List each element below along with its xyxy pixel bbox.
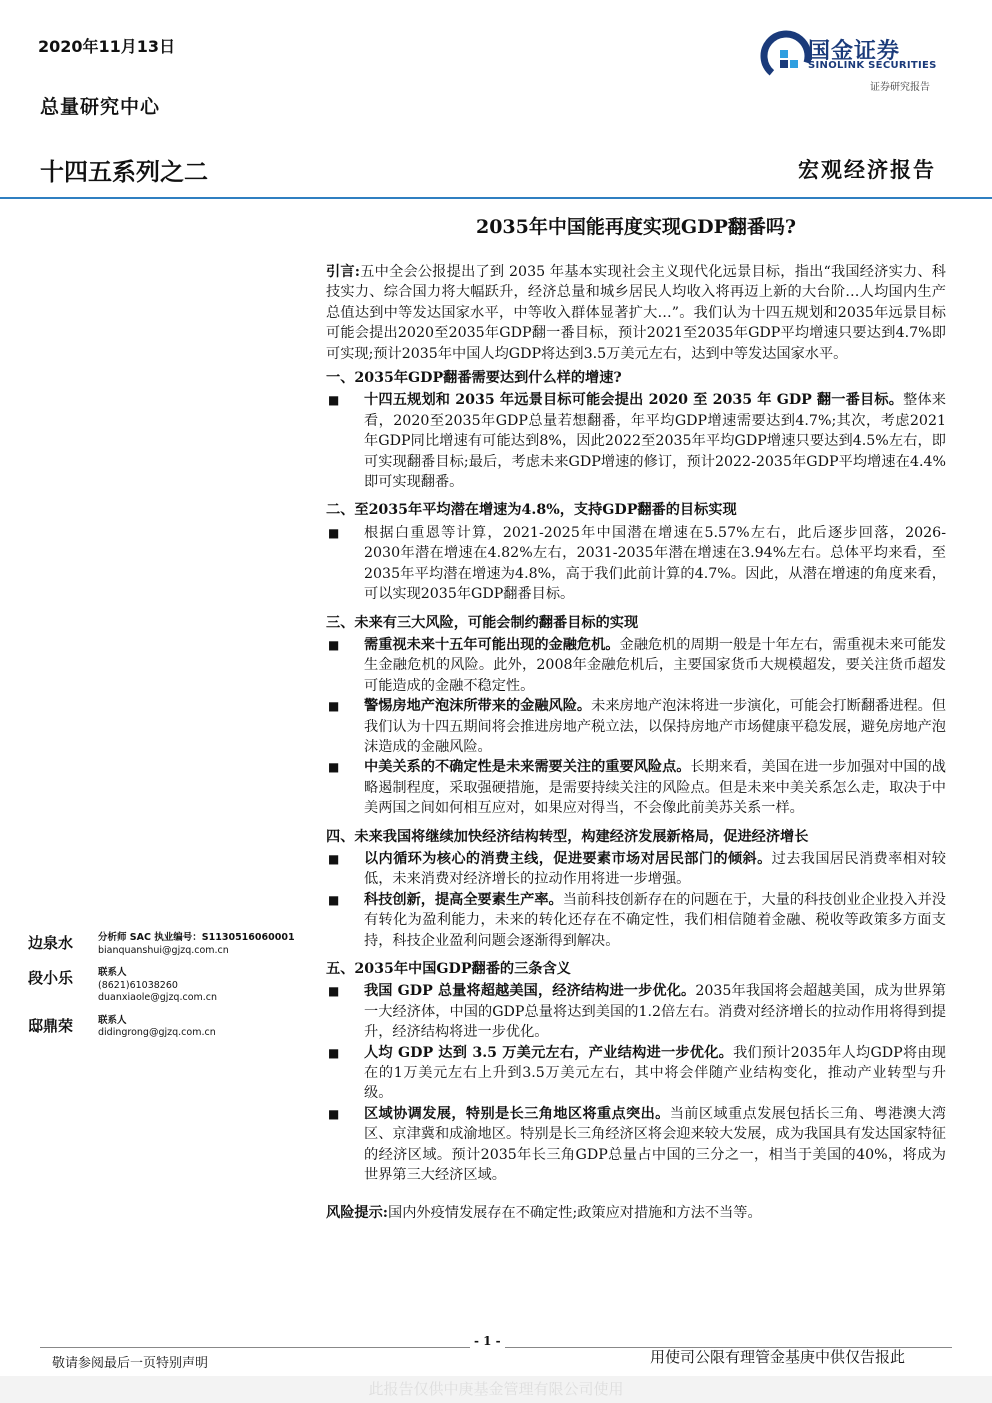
bullet-bold-lead: 科技创新，提高全要素生产率。: [364, 891, 563, 908]
bullet-bold-lead: 警惕房地产泡沫所带来的金融风险。: [364, 698, 592, 715]
bullet-text: [364, 523, 946, 605]
bullet-text: [364, 981, 946, 1042]
bullet-bold-lead: 我国 GDP 总量将超越美国，经济结构进一步优化。: [364, 983, 696, 1000]
section-heading: 二、至2035年平均潜在增速为4.8%，支持GDP翻番的目标实现: [326, 502, 737, 519]
bullet-body: 长期来看，美国在进一步加强对中国的战略遏制程度，采取强硬措施，是需要持续关注的风险点。但是未来中美关系怎么走，取决于中美两国之间如何相互应对，如果应对得当，不会像此前美苏关系一样。: [364, 759, 946, 817]
bullet-text: [364, 890, 946, 951]
bullet-body: 当前区域重点发展包括长三角、粤港澳大湾区、京津冀和成渝地区。特别是长三角经济区将会迎来较大发展，成为我国具有发达国家特征的经济区域。预计2035年长三角GDP总量占中国的三分之一，相当于美国的40%，将成为世界第三大经济区域。: [364, 1105, 946, 1184]
author-entry: [28, 1015, 318, 1040]
section-heading: 四、未来我国将继续加快经济结构转型，构建经济发展新格局，促进经济增长: [326, 828, 809, 845]
risk-text: 国内外疫情发展存在不确定性;政策应对措施和方法不当等。: [388, 1205, 762, 1222]
logo-text-cn: 国金证券: [808, 39, 901, 64]
author-info: [98, 1015, 216, 1040]
square-bullet-icon: ■: [328, 1045, 340, 1060]
header-divider: [0, 197, 992, 199]
square-bullet-icon: ■: [328, 984, 340, 999]
bullet-bold-lead: 区域协调发展，特别是长三角地区将重点突出。: [364, 1105, 670, 1122]
author-role: 联系人: [98, 967, 127, 978]
report-type: 宏观经济报告: [798, 157, 936, 182]
research-center: 总量研究中心: [40, 96, 161, 118]
bullet-body: 根据白重恩等计算，2021-2025年中国潜在增速在5.57%左右，此后逐步回落，2026-2030年潜在增速在4.82%左右，2031-2035年潜在增速在3.94%左右。总体平均来看，至2035年平均潜在增速为4.8%，高于我们此前计算的4.7%。因此，从潜在增速的角度来看，可以实现2035年GDP翻番目标。: [364, 524, 946, 603]
author-entry: [28, 967, 318, 1005]
bullet-text: [364, 1043, 946, 1104]
bullet-text: [364, 696, 946, 757]
risk-label: 风险提示:: [326, 1205, 388, 1222]
square-bullet-icon: ■: [328, 637, 340, 652]
section-heading: 一、2035年GDP翻番需要达到什么样的增速?: [326, 370, 622, 387]
bullet-item: [326, 757, 946, 818]
author-name: 邸鼎荣: [28, 1016, 74, 1035]
author-name: 段小乐: [28, 969, 74, 987]
author-name: 边泉水: [28, 934, 74, 952]
bullet-item: [326, 1104, 946, 1186]
square-bullet-icon: ■: [328, 851, 340, 866]
bullet-body: 未来房地产泡沫将进一步演化，可能会打断翻番进程。但我们认为十四五期间将会推进房地产税立法，以保持房地产市场健康平稳发展，避免房地产泡沫造成的金融风险。: [364, 698, 946, 755]
bullet-item: [326, 390, 946, 492]
bullet-body: 2035年我国将会超越美国，成为世界第一大经济体，中国的GDP总量将达到美国的1.2倍左右。消费对经济增长的拉动作用将得到提升，经济结构将进一步优化。: [364, 983, 946, 1041]
authors-block: [28, 932, 318, 1050]
intro-text: 五中全会公报提出了到 2035 年基本实现社会主义现代化远景目标，指出“我国经济实力、科技实力、综合国力将大幅跃升，经济总量和城乡居民人均收入将再迈上新的大台阶…人均国内生产总值达到中等发达国家水平，中等收入群体显著扩大…”。我们认为十四五规划和2035年远景目标可能会提出2020至2035年GDP翻一番目标，预计2021至2035年GDP平均增速只要达到4.7%即可实现;预计2035年中国人均GDP将达到3.5万美元左右，达到中等发达国家水平。: [326, 264, 946, 362]
page-number: - 1 -: [470, 1334, 505, 1348]
bullet-item: [326, 635, 946, 696]
series-title: 十四五系列之二: [40, 158, 208, 186]
bullet-bold-lead: 中美关系的不确定性是未来需要关注的重要风险点。: [364, 759, 691, 776]
logo-text-en: SINOLINK SECURITIES: [808, 60, 937, 71]
bullet-item: [326, 696, 946, 757]
bullet-body: 过去我国居民消费率相对较低，未来消费对经济增长的拉动作用将进一步增强。: [364, 850, 946, 888]
square-bullet-icon: ■: [328, 892, 340, 907]
bullet-bold-lead: 以内循环为核心的消费主线，促进要素市场对居民部门的倾斜。: [364, 850, 772, 867]
bullet-item: [326, 1043, 946, 1104]
author-entry: [28, 932, 318, 957]
author-contact: (8621)61038260: [98, 979, 178, 991]
intro-paragraph: [326, 262, 946, 364]
square-bullet-icon: ■: [328, 525, 340, 540]
bullet-text: [364, 635, 946, 696]
intro-label: 引言:: [326, 264, 361, 280]
section-heading: 五、2035年中国GDP翻番的三条含义: [326, 961, 571, 977]
bullet-bold-lead: 需重视未来十五年可能出现的金融危机。: [364, 636, 620, 653]
author-contact: duanxiaole@gjzq.com.cn: [98, 992, 218, 1003]
bullet-body: 我们预计2035年人均GDP将由现在的1万美元左右上升到3.5万美元左右，其中将会伴随产业结构变化，推动产业转型与升级。: [364, 1044, 946, 1102]
footer-usage-note: 用使司公限有理管金基庚中供仅告报此: [650, 1348, 906, 1366]
sections-container: [326, 368, 946, 1185]
bullet-bold-lead: 十四五规划和 2035 年远景目标可能会提出 2020 至 2035 年 GDP 翻一番目标。: [364, 392, 904, 409]
report-date: 2020年11月13日: [38, 37, 176, 56]
author-contact: bianquanshui@gjzq.com.cn: [98, 944, 229, 956]
bullet-item: [326, 523, 946, 605]
logo-subtitle: 证券研究报告: [870, 82, 930, 93]
main-content: [326, 262, 946, 1224]
square-bullet-icon: ■: [328, 760, 340, 775]
report-title: 2035年中国能再度实现GDP翻番吗?: [475, 216, 796, 238]
bullet-bold-lead: 人均 GDP 达到 3.5 万美元左右，产业结构进一步优化。: [364, 1044, 734, 1061]
bullet-body: 整体来看，2020至2035年GDP总量若想翻番，年平均GDP增速需要达到4.7%;其次，考虑2021年GDP同比增速有可能达到8%，因此2022至2035年平均GDP增速只要达到4.5%左右，即可实现翻番目标;最后，考虑未来GDP增速的修订，预计2022-2035年GDP平均增速在4.4%即可实现翻番。: [364, 392, 946, 491]
square-bullet-icon: ■: [328, 1106, 340, 1121]
author-info: [98, 967, 217, 1005]
bullet-text: [364, 849, 946, 890]
author-role: 分析师 SAC 执业编号：S1130516060001: [98, 932, 295, 943]
bullet-item: [326, 849, 946, 890]
section-heading: 三、未来有三大风险，可能会制约翻番目标的实现: [326, 614, 639, 631]
author-info: [98, 932, 295, 957]
bullet-text: [364, 1104, 946, 1186]
bullet-item: [326, 981, 946, 1042]
bullet-body: 金融危机的周期一般是十年左右，需重视未来可能发生金融危机的风险。此外，2008年金融危机后，主要国家货币大规模超发，要关注货币超发可能造成的金融不稳定性。: [364, 636, 946, 694]
bullet-body: 当前科技创新存在的问题在于，大量的科技创业企业投入并没有转化为盈利能力，未来的转化还存在不确定性，我们相信随着金融、税收等政策多方面支持，科技企业盈利问题会逐渐得到解决。: [364, 891, 946, 949]
author-role: 联系人: [98, 1014, 127, 1026]
square-bullet-icon: ■: [328, 393, 340, 408]
author-contact: didingrong@gjzq.com.cn: [98, 1027, 216, 1038]
watermark: 此报告仅供中庚基金管理有限公司使用: [0, 1376, 992, 1403]
bullet-item: [326, 890, 946, 951]
bullet-text: [364, 757, 946, 818]
risk-paragraph: [326, 1203, 946, 1223]
footer-disclaimer: 敬请参阅最后一页特别声明: [52, 1356, 209, 1371]
bullet-text: [364, 390, 946, 492]
square-bullet-icon: ■: [328, 699, 340, 714]
